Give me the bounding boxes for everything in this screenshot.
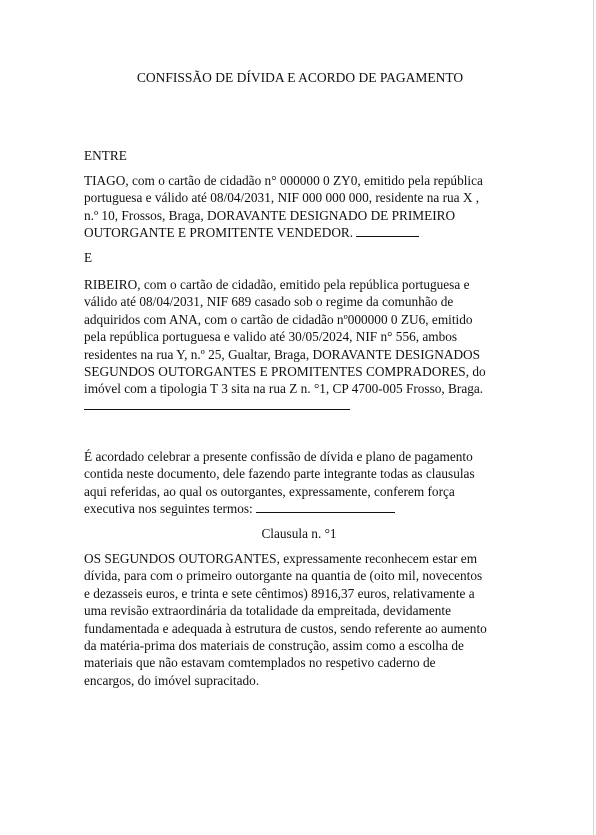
document-title: CONFISSÃO DE DÍVIDA E ACORDO DE PAGAMENTO	[136, 70, 464, 85]
party-two-paragraph	[84, 276, 514, 398]
agreement-line: contida neste documento, dele fazendo parte integrante todas as clausulas	[84, 466, 475, 482]
clause-line: encargos, do imóvel supracitado.	[84, 672, 260, 688]
clause-line: fundamentada e adequada à estrutura de custos, sendo referente ao aumento	[84, 620, 487, 636]
party-one-paragraph	[84, 172, 514, 242]
party-two-line: residentes na rua Y, n.º 25, Gualtar, Braga, DORAVANTE DESIGNADOS	[84, 346, 481, 362]
clause-line: dívida, para com o primeiro outorgante na quantia de (oito mil, novecentos	[84, 568, 483, 584]
agreement-line: aqui referidas, ao qual os outorgantes, expressamente, conferem força	[84, 483, 455, 499]
party-two-line: imóvel com a tipologia T 3 sita na rua Z n. °1, CP 4700-005 Frosso, Braga.	[84, 381, 484, 397]
agreement-line	[84, 500, 514, 517]
agreement-line: É acordado celebrar a presente confissão de dívida e plano de pagamento	[84, 449, 473, 464]
party-two-line: SEGUNDOS OUTORGANTES E PROMITENTES COMPRADORES, do	[84, 364, 486, 380]
party-two-line: RIBEIRO, com o cartão de cidadão, emitido pela república portuguesa e	[84, 277, 470, 292]
clause-line: e dezasseis euros, e trinta e sete cêntimos) 8916,37 euros, relativamente a	[84, 585, 475, 601]
party-one-line: n.º 10, Frossos, Braga, DORAVANTE DESIGNADO DE PRIMEIRO	[84, 207, 456, 223]
clause-body-paragraph	[84, 550, 514, 689]
signature-blank	[356, 224, 419, 237]
signature-blank	[256, 500, 395, 513]
entre-label: ENTRE	[84, 148, 127, 163]
party-one-line: TIAGO, com o cartão de cidadão n° 000000 0 ZY0, emitido pela república	[84, 173, 483, 188]
page-edge	[593, 0, 594, 835]
clause-line: OS SEGUNDOS OUTORGANTES, expressamente reconhecem estar em	[84, 551, 478, 566]
party-one-line: portuguesa e válido até 08/04/2031, NIF 000 000 000, residente na rua X ,	[84, 190, 480, 206]
clause-line: materiais que não estavam comtemplados no respetivo caderno de	[84, 655, 436, 671]
e-label: E	[84, 250, 93, 265]
clause-heading: Clausula n. °1	[261, 526, 337, 541]
party-one-line-text: OUTORGANTE E PROMITENTE VENDEDOR.	[84, 225, 354, 241]
signature-line	[84, 409, 350, 410]
clause-line: uma revisão extraordinária da totalidade da empreitada, devidamente	[84, 603, 451, 619]
agreement-paragraph	[84, 448, 514, 518]
party-one-line	[84, 224, 514, 241]
party-two-line: pela república portuguesa e valido até 30/05/2024, NIF n° 556, ambos	[84, 329, 458, 345]
agreement-line-text: executiva nos seguintes termos:	[84, 501, 253, 517]
party-two-line: válido até 08/04/2031, NIF 689 casado sob o regime da comunhão de	[84, 294, 454, 310]
party-two-line: adquiridos com ANA, com o cartão de cidadão nº000000 0 ZU6, emitido	[84, 311, 473, 327]
clause-line: da matéria-prima dos materiais de construção, assim como a escolha de	[84, 638, 464, 654]
